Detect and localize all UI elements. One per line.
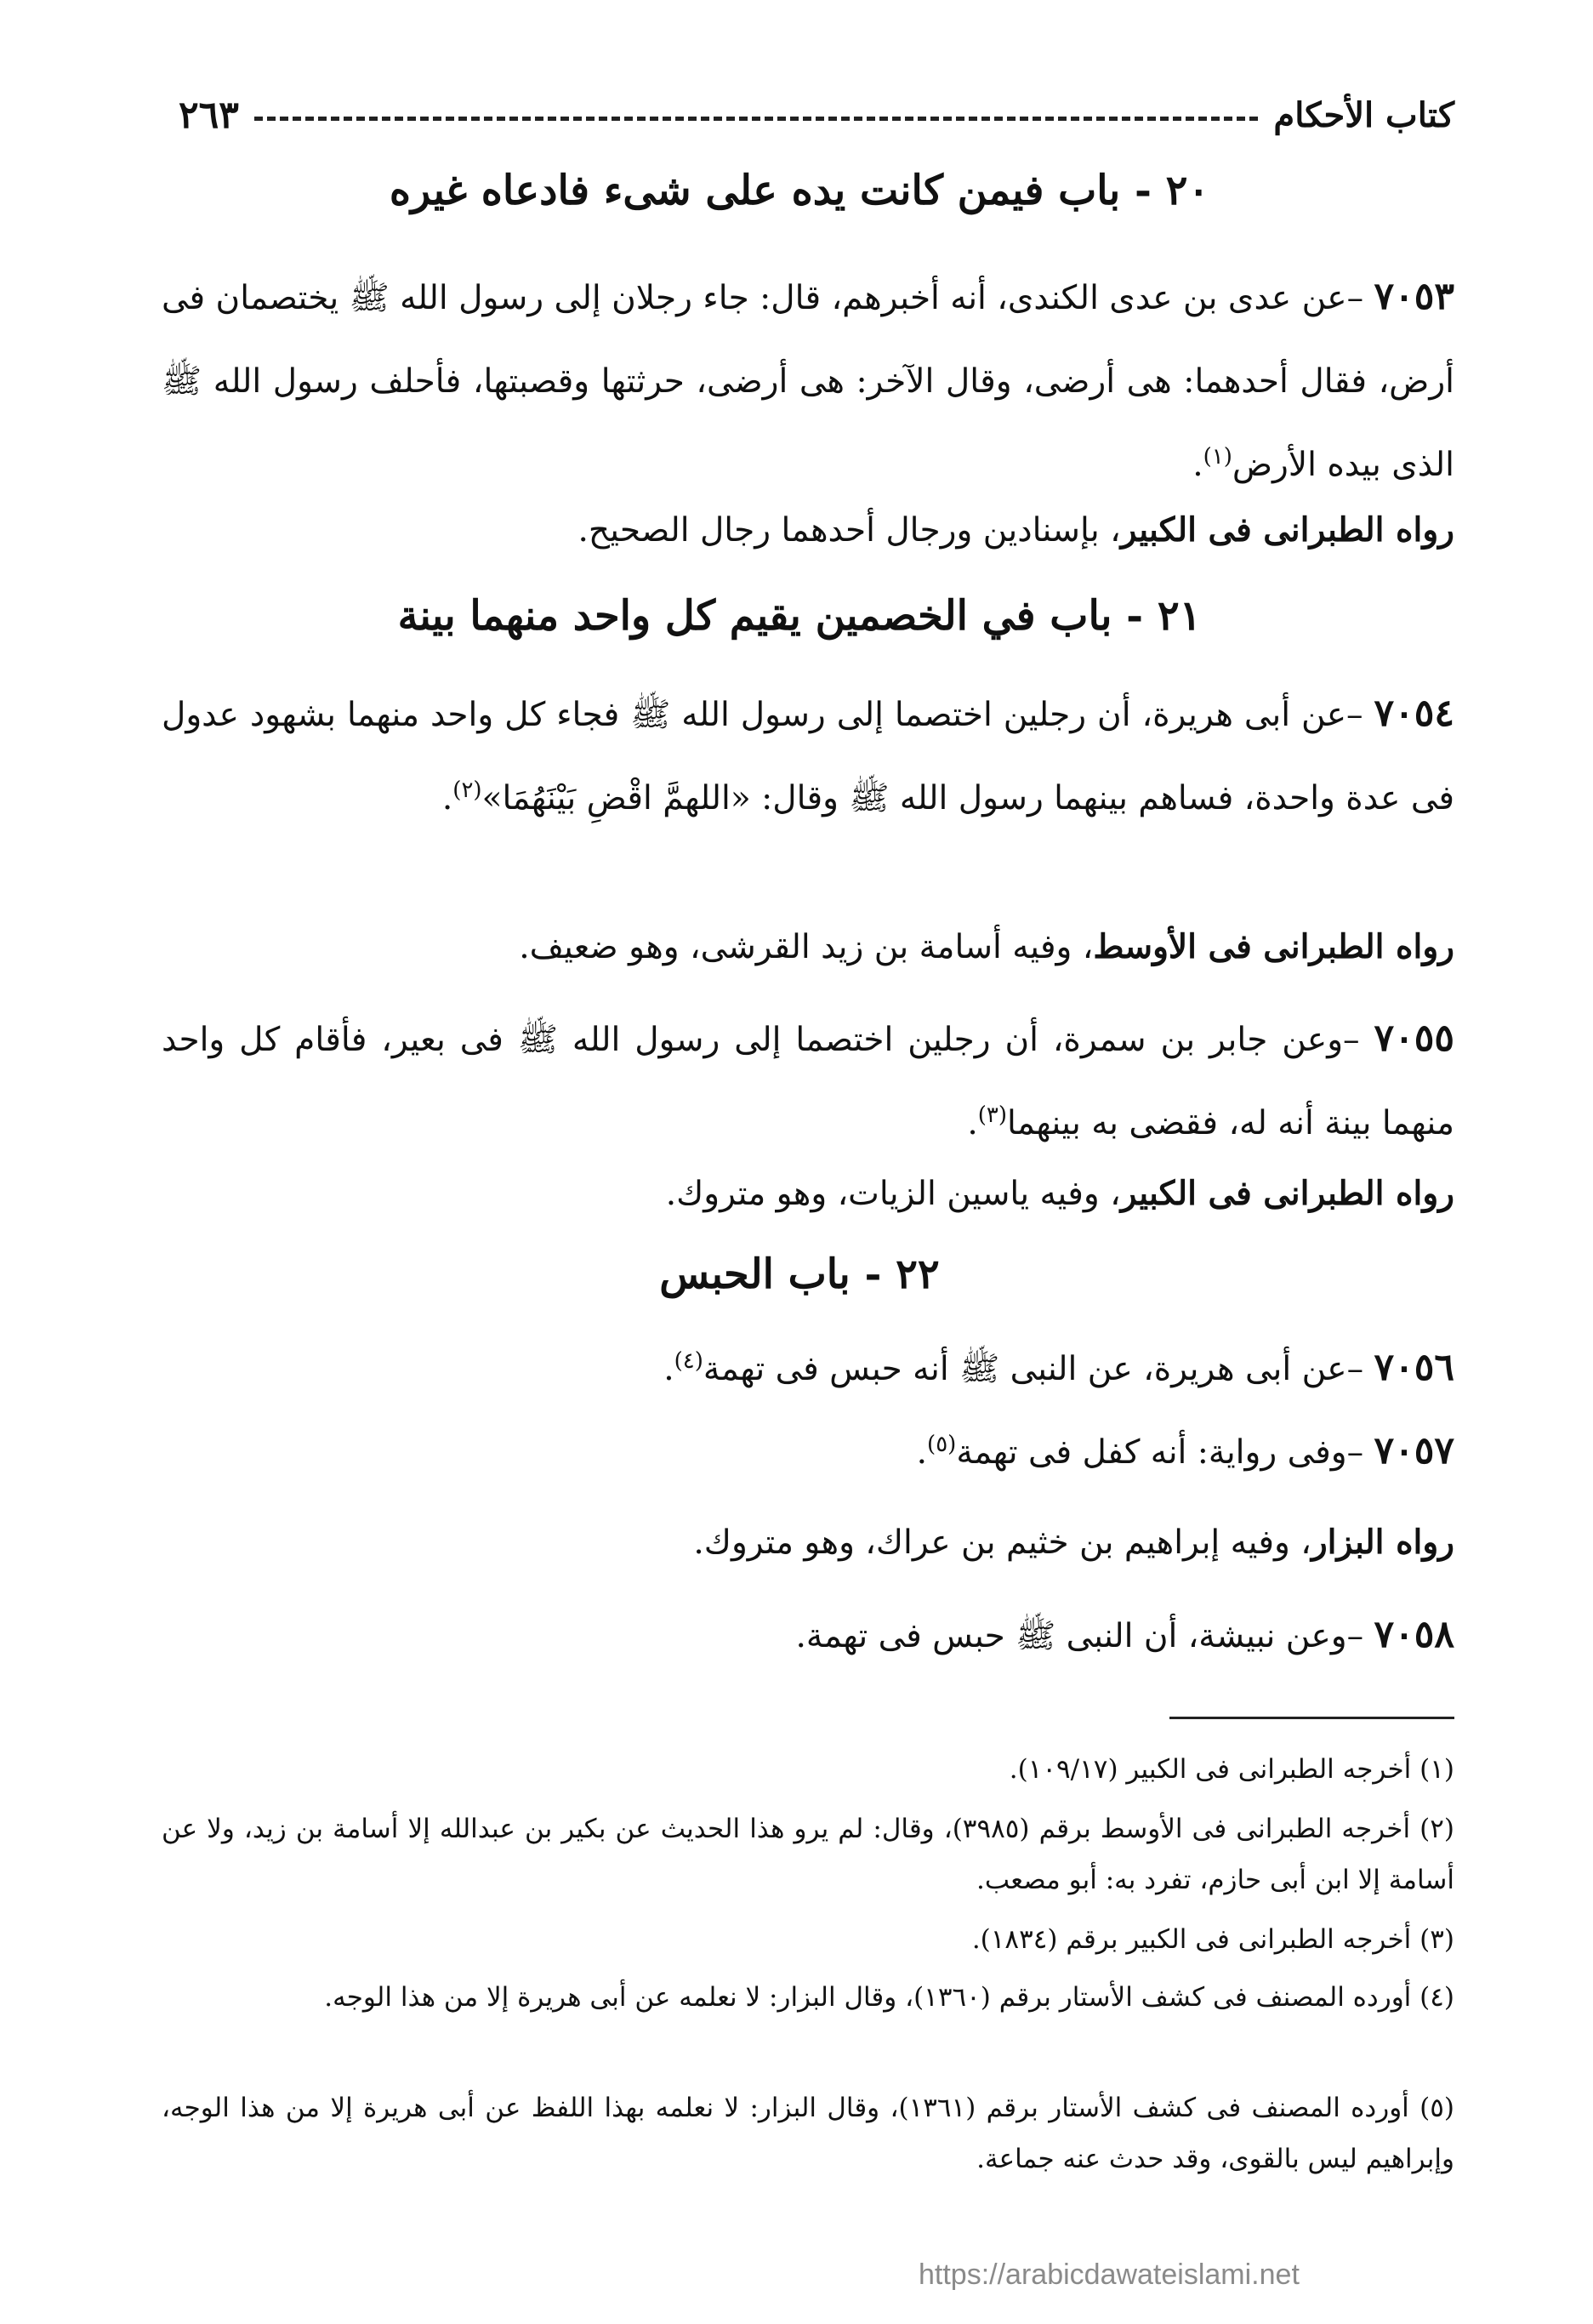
hadith-end: . bbox=[441, 779, 453, 817]
source-lead: رواه البزار bbox=[1311, 1523, 1454, 1562]
hadith-number: ٧٠٥٤ bbox=[1374, 692, 1454, 735]
footnote-5: (٥) أورده المصنف فى كشف الأستار برقم (١٣٦١)، وقال البزار: لا نعلمه بهذا اللفظ عن أبى هريرة إلا من هذا الوجه، وإبراهيم ليس بالقوى، وقد حدث عنه جماعة. bbox=[162, 2093, 1454, 2174]
hadith-7055-source bbox=[162, 1174, 1454, 1213]
hadith-text: –عن عدى بن عدى الكندى، أنه أخبرهم، قال: جاء رجلان إلى رسول الله ﷺ يختصمان فى أرض، فقال أحدهما: هى أرضى، وقال الآخر: هى أرضى، حرثتها وقصبتها، فأحلف رسول الله ﷺ الذى بيده الأرض bbox=[162, 279, 1454, 484]
hadith-text: –عن أبى هريرة، عن النبى ﷺ أنه حبس فى تهمة bbox=[703, 1350, 1374, 1388]
hadith-number: ٧٠٥٥ bbox=[1374, 1017, 1454, 1060]
hadith-7053 bbox=[162, 255, 1454, 507]
source-lead: رواه الطبرانى فى الكبير bbox=[1120, 1174, 1454, 1213]
hadith-7054 bbox=[162, 672, 1454, 840]
footnote-separator bbox=[1169, 1717, 1454, 1719]
book-title: كتاب الأحكام bbox=[1273, 94, 1454, 135]
header-dash-rule bbox=[254, 117, 1259, 121]
hadith-text: –وعن نبيشة، أن النبى ﷺ حبس فى تهمة. bbox=[795, 1617, 1374, 1655]
chapter-heading-22: ٢٢ - باب الحبس bbox=[659, 1250, 940, 1298]
source-rest: ، وفيه أسامة بن زيد القرشى، وهو ضعيف. bbox=[519, 928, 1094, 966]
footnote-ref: (٢) bbox=[452, 778, 482, 803]
footnote-1: (١) أخرجه الطبرانى فى الكبير (١٠٩/١٧). bbox=[1009, 1754, 1454, 1785]
hadith-7056 bbox=[162, 1346, 1454, 1397]
hadith-7053-source bbox=[162, 510, 1454, 550]
page-number: ٢٦٣ bbox=[179, 93, 239, 137]
watermark-url: https://arabicdawateislami.net bbox=[919, 2258, 1300, 2291]
footnote-ref: (٥) bbox=[927, 1432, 957, 1457]
hadith-7057 bbox=[162, 1429, 1454, 1472]
hadith-7058 bbox=[162, 1613, 1454, 1664]
footnote-3: (٣) أخرجه الطبرانى فى الكبير برقم (١٨٣٤). bbox=[971, 1924, 1454, 1955]
source-lead: رواه الطبرانى فى الأوسط bbox=[1093, 927, 1454, 966]
source-rest: ، وفيه ياسين الزيات، وهو متروك. bbox=[665, 1175, 1121, 1213]
hadith-7054-source bbox=[162, 927, 1454, 966]
chapter-heading-20: ٢٠ - باب فيمن كانت يده على شىء فادعاه غيره bbox=[389, 167, 1210, 214]
hadith-end: . bbox=[916, 1433, 928, 1472]
hadith-text: –عن أبى هريرة، أن رجلين اختصما إلى رسول الله ﷺ فجاء كل واحد منهما بشهود عدول فى عدة واحدة، فساهم بينهما رسول الله ﷺ وقال: «اللهمَّ اقْضِ بَيْنَهُمَا» bbox=[162, 696, 1454, 817]
source-rest: ، وفيه إبراهيم بن خثيم بن عراك، وهو متروك. bbox=[693, 1524, 1311, 1562]
hadith-number: ٧٠٥٨ bbox=[1374, 1613, 1454, 1656]
chapter-heading-21: ٢١ - باب في الخصمين يقيم كل واحد منهما بينة bbox=[397, 592, 1202, 640]
hadith-7057-source bbox=[162, 1523, 1454, 1562]
footnote-4: (٤) أورده المصنف فى كشف الأستار برقم (١٣٦٠)، وقال البزار: لا نعلمه عن أبى هريرة إلا من هذا الوجه. bbox=[324, 1982, 1454, 2013]
hadith-end: . bbox=[1192, 446, 1203, 484]
hadith-7055 bbox=[162, 997, 1454, 1165]
hadith-end: . bbox=[663, 1350, 674, 1388]
hadith-number: ٧٠٥٦ bbox=[1374, 1346, 1454, 1389]
footnote-ref: (١) bbox=[1203, 444, 1232, 470]
running-header bbox=[179, 85, 1454, 145]
footnote-2: (٢) أخرجه الطبرانى فى الأوسط برقم (٣٩٨٥)، وقال: لم يرو هذا الحديث عن بكير بن عبدالله إلا أسامة بن زيد، ولا عن أسامة إلا ابن أبى حازم، تفرد به: أبو مصعب. bbox=[162, 1814, 1454, 1895]
hadith-text: –وفى رواية: أنه كفل فى تهمة bbox=[956, 1433, 1374, 1472]
hadith-end: . bbox=[967, 1104, 978, 1142]
hadith-number: ٧٠٥٣ bbox=[1374, 275, 1454, 318]
footnote-ref: (٣) bbox=[977, 1102, 1007, 1128]
source-lead: رواه الطبرانى فى الكبير bbox=[1120, 510, 1454, 550]
hadith-text: –وعن جابر بن سمرة، أن رجلين اختصما إلى رسول الله ﷺ فى بعير، فأقام كل واحد منهما بينة أنه له، فقضى به بينهما bbox=[162, 1021, 1454, 1142]
source-rest: ، بإسنادين ورجال أحدهما رجال الصحيح. bbox=[577, 511, 1121, 550]
hadith-number: ٧٠٥٧ bbox=[1374, 1429, 1454, 1472]
footnote-ref: (٤) bbox=[674, 1348, 703, 1374]
